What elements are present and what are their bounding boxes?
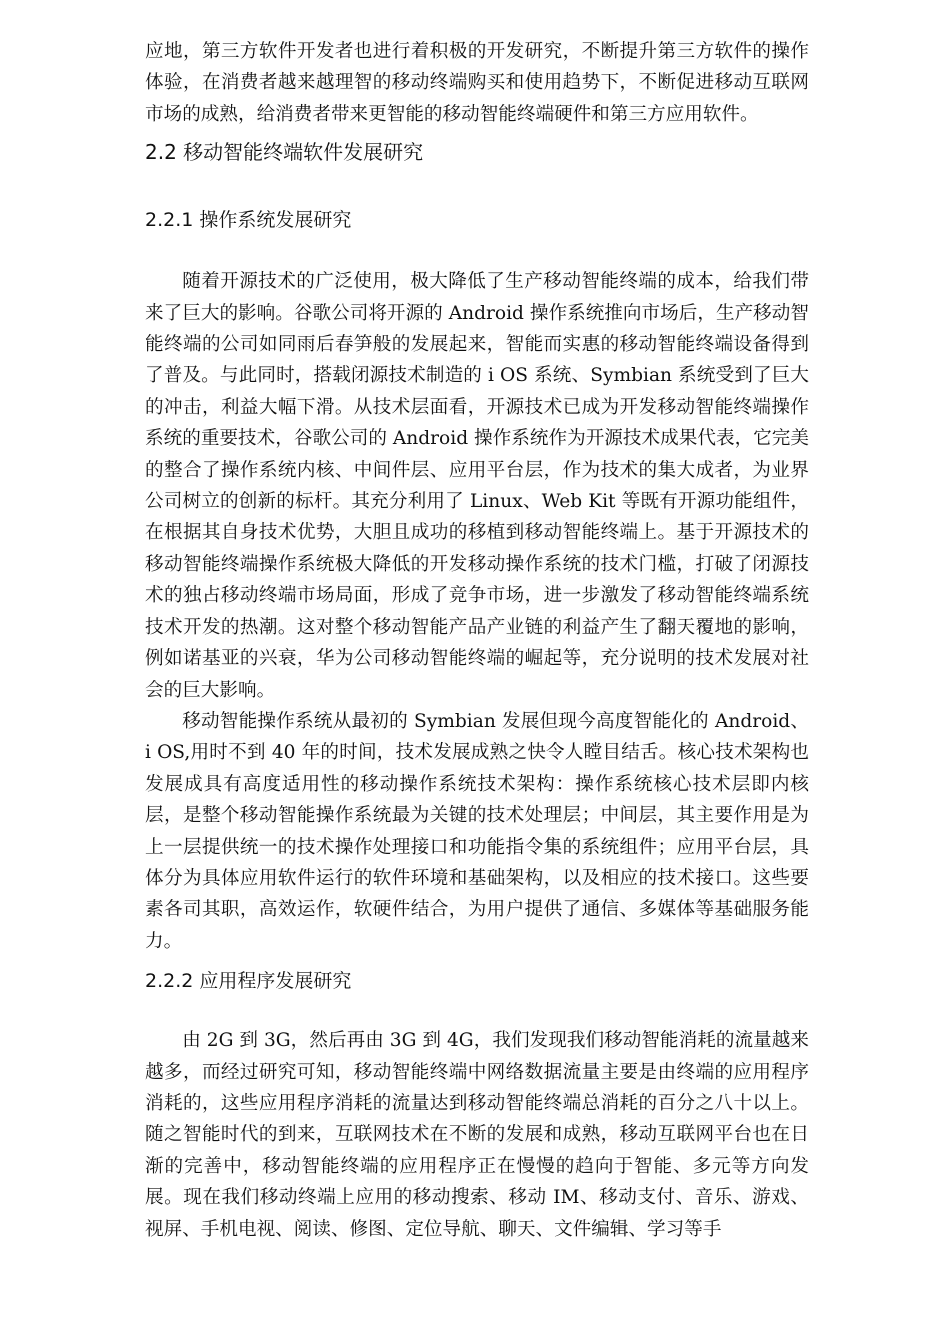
subsection-heading-2-2-2: 2.2.2 应用程序发展研究 [145,970,352,993]
paragraph-os-development-1: 随着开源技术的广泛使用，极大降低了生产移动智能终端的成本，给我们带来了巨大的影响。谷歌公司将开源的 Android 操作系统推向市场后，生产移动智能终端的公司如同雨后春笋般的发展起来，智能而实惠的移动智能终端设备得到了普及。与此同时，搭载闭源技术制造的 i OS 系统、Symbian 系统受到了巨大的冲击，利益大幅下滑。从技术层面看，开源技术已成为开发移动智能终端操作系统的重要技术，谷歌公司的 Android 操作系统作为开源技术成果代表，它完美的整合了操作系统内核、中间件层、应用平台层，作为技术的集大成者，为业界公司树立的创新的标杆。其充分利用了 Linux、Web Kit 等既有开源功能组件，在根据其自身技术优势，大胆且成功的移植到移动智能终端上。基于开源技术的移动智能终端操作系统极大降低的开发移动操作系统的技术门槛，打破了闭源技术的独占移动终端市场局面，形成了竞争市场，进一步激发了移动智能终端系统技术开发的热潮。这对整个移动智能产品产业链的利益产生了翻天覆地的影响，例如诺基亚的兴衰，华为公司移动智能终端的崛起等，充分说明的技术发展对社会的巨大影响。 [145,271,809,701]
paragraph-continuation: 应地，第三方软件开发者也进行着积极的开发研究，不断提升第三方软件的操作体验，在消费者越来越理智的移动终端购买和使用趋势下，不断促进移动互联网市场的成熟，给消费者带来更智能的移动智能终端硬件和第三方应用软件。 [145,41,809,125]
paragraph-os-development-2: 移动智能操作系统从最初的 Symbian 发展但现今高度智能化的 Android、i OS,用时不到 40 年的时间，技术发展成熟之快令人瞠目结舌。核心技术架构也发展成具有高度适用性的移动操作系统技术架构：操作系统核心技术层即内核层，是整个移动智能操作系统最为关键的技术处理层；中间层，其主要作用是为上一层提供统一的技术操作处理接口和功能指令集的系统组件；应用平台层，具体分为具体应用软件运行的软件环境和基础架构，以及相应的技术接口。这些要素各司其职，高效运作，软硬件结合，为用户提供了通信、多媒体等基础服务能力。 [145,710,809,952]
paragraph-app-development-1: 由 2G 到 3G，然后再由 3G 到 4G，我们发现我们移动智能消耗的流量越来越多，而经过研究可知，移动智能终端中网络数据流量主要是由终端的应用程序消耗的，这些应用程序消耗的流量达到移动智能终端总消耗的百分之八十以上。随之智能时代的到来，互联网技术在不断的发展和成熟，移动互联网平台也在日渐的完善中，移动智能终端的应用程序正在慢慢的趋向于智能、多元等方向发展。现在我们移动终端上应用的移动搜索、移动 IM、移动支付、音乐、游戏、视屏、手机电视、阅读、修图、定位导航、聊天、文件编辑、学习等手 [145,1030,809,1240]
document-page [145,36,809,1245]
subsection-heading-2-2-1: 2.2.1 操作系统发展研究 [145,209,352,232]
section-heading-2-2: 2.2 移动智能终端软件发展研究 [145,140,424,165]
